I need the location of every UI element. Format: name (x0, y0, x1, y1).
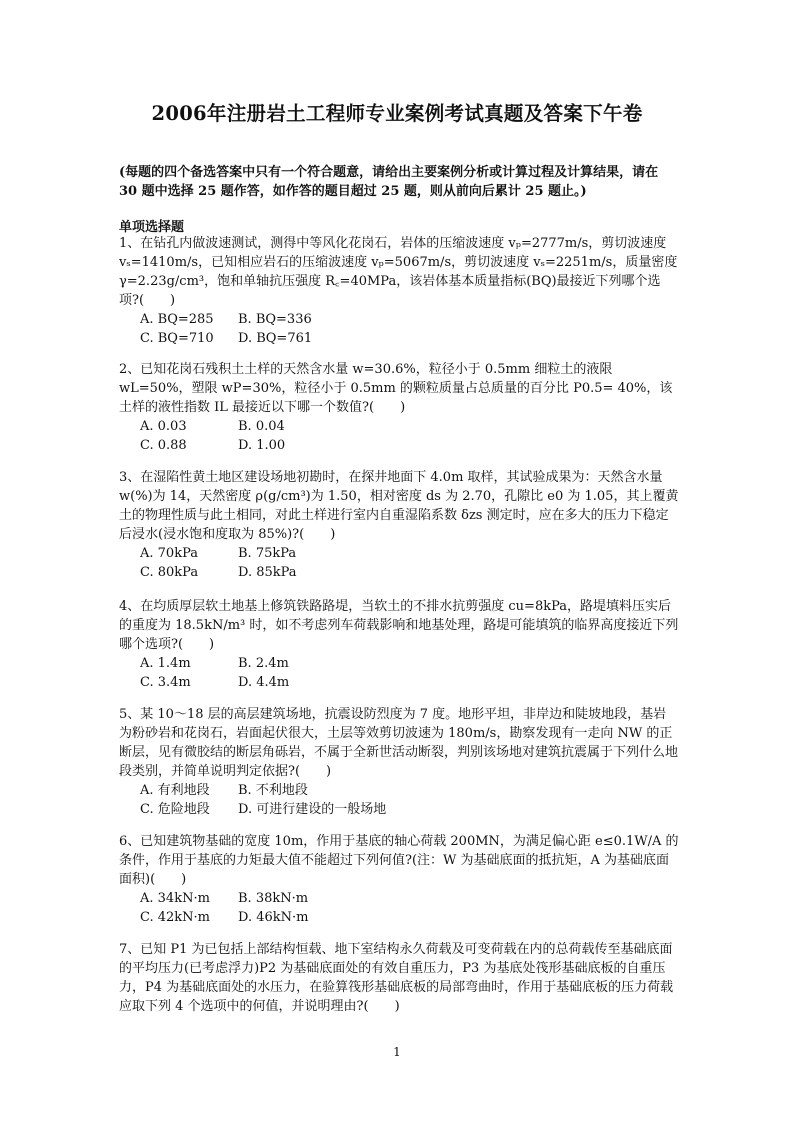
question-7 (119, 940, 679, 1016)
option-a: A. 1.4m (140, 656, 191, 671)
document-title: 2006年注册岩土工程师专业案例考试真题及答案下午卷 (151, 102, 643, 125)
section-heading: 单项选择题 (119, 220, 185, 235)
exam-instructions: (每题的四个备选答案中只有一个符合题意，请给出主要案例分析或计算过程及计算结果，请在 30 题中选择 25 题作答，如作答的题目超过 25 题，则从前向后累计 25 题止。) (119, 165, 659, 199)
option-a: A. BQ=285 (140, 312, 214, 327)
option-b: B. 不利地段 (238, 783, 308, 798)
option-a: A. 0.03 (140, 419, 187, 434)
question-stem: 2、已知花岗石残积土土样的天然含水量 w=30.6%，粒径小于 0.5mm 细粒土的液限 wL=50%，塑限 wP=30%，粒径小于 0.5mm 的颗粒质量占总质量的百分比 P0.5= 40%，该土样的液性指数 IL 最接近以下哪一个数值?( ) (119, 362, 673, 415)
page-number: 1 (393, 1045, 401, 1059)
option-d: D. 46kN·m (238, 910, 309, 925)
answer-options (140, 654, 679, 692)
question-1 (119, 234, 679, 348)
question-stem: 7、已知 P1 为已包括上部结构恒载、地下室结构永久荷载及可变荷载在内的总荷载传至基础底面的平均压力(已考虑浮力)P2 为基础底面处的有效自重压力，P3 为基底处筏形基础底板的自重压力，P4 为基础底面处的水压力，在验算筏形基础底板的局部弯曲时，作用于基础底板的压力荷载应取下列 4 个选项中的何值，并说明理由?( ) (119, 942, 674, 1014)
question-stem: 6、已知建筑物基础的宽度 10m，作用于基底的轴心荷载 200MN，为满足偏心距 e≤0.1W/A 的条件，作用于基底的力矩最大值不能超过下列何值?(注：W 为基础底面的抵抗矩，A 为基础底面面积)( ) (119, 834, 679, 887)
option-c: C. 0.88 (140, 438, 187, 453)
option-a: A. 70kPa (140, 546, 198, 561)
option-d: D. 1.00 (238, 438, 286, 453)
answer-options (140, 310, 679, 348)
question-4 (119, 597, 679, 692)
question-stem: 4、在均质厚层软土地基上修筑铁路路堤，当软土的不排水抗剪强度 cu=8kPa，路堤填料压实后的重度为 18.5kN/m³ 时，如不考虑列车荷载影响和地基处理，路堤可能填筑的临界高度接近下列哪个选项?( ) (119, 599, 679, 652)
option-b: B. 38kN·m (238, 891, 309, 906)
option-d: D. BQ=761 (238, 331, 313, 346)
question-stem: 1、在钻孔内做波速测试，测得中等风化花岗石，岩体的压缩波速度 vₚ=2777m/s，剪切波速度 vₛ=1410m/s，已知相应岩石的压缩波速度 vₚ=5067m/s，剪切波速度 vₛ=2251m/s，质量密度 γ=2.23g/cm³，饱和单轴抗压强度 R꜀=40MPa，该岩体基本质量指标(BQ)最接近下列哪个选项?( ) (119, 236, 678, 308)
option-c: C. 3.4m (140, 675, 191, 690)
option-b: B. BQ=336 (238, 312, 312, 327)
option-a: A. 有利地段 (140, 783, 210, 798)
option-b: B. 0.04 (238, 419, 285, 434)
option-d: D. 可进行建设的一般场地 (238, 802, 387, 817)
option-d: D. 4.4m (238, 675, 290, 690)
question-2 (119, 360, 679, 455)
answer-options (140, 889, 679, 927)
answer-options (140, 544, 679, 582)
answer-options (140, 417, 679, 455)
question-6 (119, 832, 679, 927)
answer-options (140, 781, 679, 819)
question-stem: 5、某 10～18 层的高层建筑场地，抗震设防烈度为 7 度。地形平坦，非岸边和陡坡地段，基岩为粉砂岩和花岗石，岩面起伏很大，土层等效剪切波速为 180m/s，勘察发现有一走向 NW 的正断层，见有微胶结的断层角砾岩，不属于全新世活动断裂，判别该场地对建筑抗震属于下列什么地段类别，并简单说明判定依据?( ) (119, 707, 679, 779)
option-a: A. 34kN·m (140, 891, 210, 906)
option-c: C. 42kN·m (140, 910, 211, 925)
option-d: D. 85kPa (238, 565, 297, 580)
option-b: B. 2.4m (238, 656, 289, 671)
question-3 (119, 468, 679, 582)
option-c: C. BQ=710 (140, 331, 214, 346)
option-c: C. 危险地段 (140, 802, 210, 817)
question-5 (119, 705, 679, 819)
option-b: B. 75kPa (238, 546, 297, 561)
question-stem: 3、在湿陷性黄土地区建设场地初勘时，在探井地面下 4.0m 取样，其试验成果为：天然含水量 w(%)为 14，天然密度 ρ(g/cm³)为 1.50，相对密度 ds 为 2.70，孔隙比 e0 为 1.05，其上覆黄土的物理性质与此土相同，对此土样进行室内自重湿陷系数 δzs 测定时，应在多大的压力下稳定后浸水(浸水饱和度取为 85%)?( ) (119, 470, 679, 542)
option-c: C. 80kPa (140, 565, 199, 580)
